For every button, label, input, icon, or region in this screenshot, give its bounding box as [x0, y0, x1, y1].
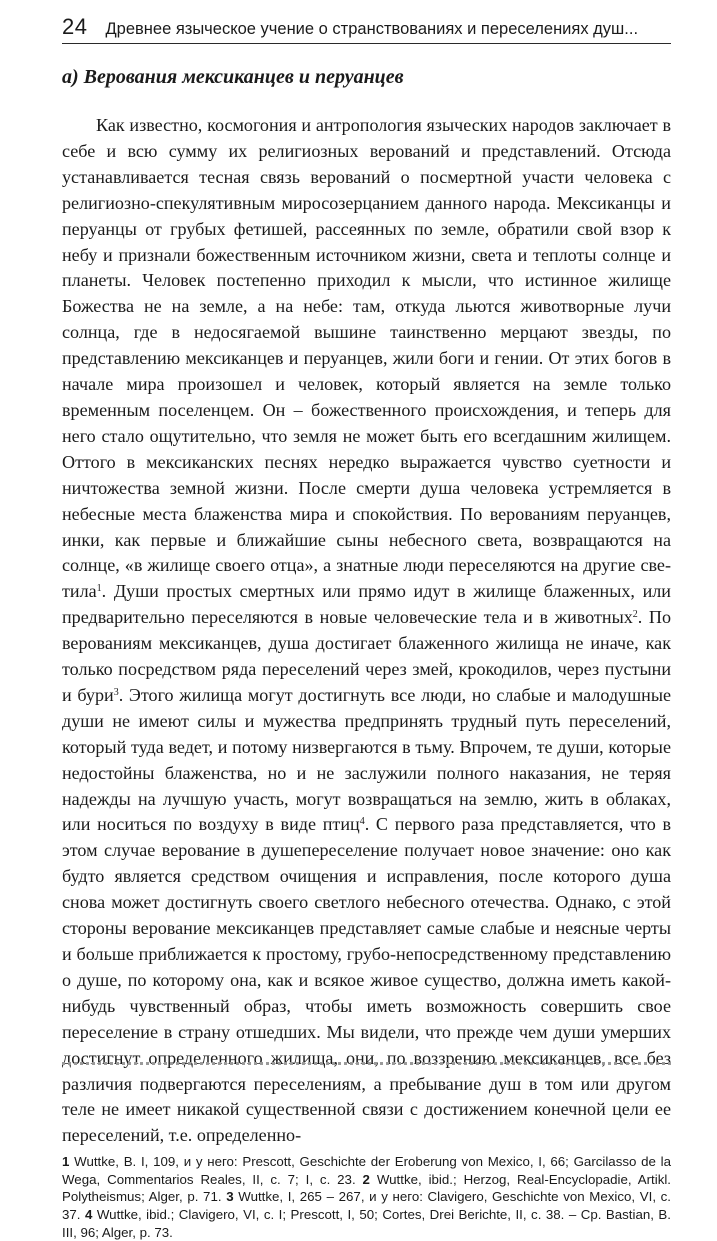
footnote-number: 4	[84, 1207, 93, 1223]
footnote-4	[62, 1207, 671, 1240]
footnote-text: Wuttke, B. I, 109, и у него: Prescott, Geschichte der Eroberung von Mexico, I, 66; Garcilasso de la Wega, Commentarios Reales, II, c. 7; I, c. 23.	[62, 1154, 671, 1187]
footnote-text: Wuttke, I, 265 – 267, и у него: Clavigero, Geschichte von Mexico, VI, c. 37.	[62, 1189, 671, 1223]
running-title: Древнее языческое учение о странствованиях и переселениях душ...	[105, 20, 639, 38]
running-header	[62, 14, 671, 44]
footnote-text: Wuttke, ibid.; Herzog, Real-Encyclopadie, Artikl. Polytheismus; Alger, p. 71.	[62, 1171, 671, 1205]
body-text-part-2: . Души простых смертных или прямо идут в жилище блаженных, или предварительно переселяются в новые человеческие тела и в животных	[62, 581, 671, 628]
bottom-divider	[62, 1062, 671, 1065]
body-paragraph	[62, 113, 671, 1149]
page-number: 24	[62, 14, 88, 39]
footnote-ref-3: 3	[113, 686, 119, 698]
footnote-number: 3	[226, 1189, 234, 1205]
footnote-number: 1	[62, 1154, 70, 1170]
footnote-ref-4: 4	[359, 816, 365, 828]
footnote-number: 2	[362, 1171, 370, 1187]
section-heading: а) Верования мексиканцев и перуанцев	[62, 66, 404, 88]
footnotes	[62, 1153, 671, 1241]
footnote-text: Wuttke, ibid.; Clavigero, VI, c. I; Prescott, I, 50; Cortes, Drei Berichte, II, c. 38. – Cp. Bastian, B. III, 96; Alger, p. 73.	[62, 1207, 671, 1240]
body-text-part-5: . С первого раза представляется, что в этом случае верование в душепереселение получает новое значение: оно как будто является средством очищения и исправления, после которого душа снова может достигнуть своего светлого небесного отечества. Однако, с этой стороны верование мексиканцев представляет самые слабые и неясные черты и больше приближается к простому, грубо-непосредственному представлению о душе, по которому она, как и всякое живое существо, должна иметь какой-нибудь чувственный образ, чтобы иметь возможность совершить свое переселение в страну отшедших. Мы видели, что прежде чем души умерших достигнут определенного жилища, они, по воззрению мексиканцев, все без различия подвергаются переселениям, а пребывание душ в том или другом теле не имеет никакой существенной связи с достижением конечной цели ее переселений, т.е. определенно-	[62, 814, 671, 1146]
footnote-ref-2: 2	[632, 609, 638, 621]
body-text-part-4: . Этого жилища могут достигнуть все люди, но слабые и малодушные души не имеют силы и мужества предпринять трудный путь переселений, который туда ведет, и потому низвергаются в тьму. Впрочем, те души, которые недостойны блаженства, но и не заслужили полного наказания, не теряя надежды на лучшую участь, могут возвращаться на землю, жить в облаках, или носиться по воздуху в виде птиц	[62, 684, 672, 835]
body-text-part-1: Как известно, космогония и антропология языческих народов заключает в себе и всю сумму их религиозных верований и представлений. Отсюда устанавливается тесная связь верований о посмертной участи человека с религиозно-спекулятивным миросозерцанием данного народа. Мексиканцы и перуанцы от грубых фетишей, рассеянных по земле, обратили свой взор к небу и признали божественным источником жизни, света и теплоты солнце и планеты. Человек постепенно приходил к мысли, что истинное жилище Божества не на земле, а на небе: там, откуда льются животворные лучи солнца, где в недосягаемой вышине таинственно мерцают звезды, по представлению мексиканцев и перуанцев, жили боги и гении. От этих богов в начале мира произошел и человек, который является на земле только временным поселенцем. Он – божественного происхождения, и теперь для него стало ощутительно, что земля не может быть его всегдашним жилищем. Оттого в мексиканских песнях нередко выражается чувство суетности и ничтожества земной жизни. После смерти душа человека устремляется в небесные места блаженства мира и спокойствия. По верованиям перуанцев, инки, как первые и ближайшие сыны небесного света, возвращаются на солнце, «в жилище своего отца», а знатные люди переселяются на другие светила	[62, 115, 671, 602]
body-text-part-3: . По верованиям мексиканцев, душа достигает блаженного жилища не иначе, как только посредством ряда переселений через змей, крокодилов, через пустыни и бури	[62, 607, 671, 705]
footnote-ref-1: 1	[96, 583, 102, 595]
